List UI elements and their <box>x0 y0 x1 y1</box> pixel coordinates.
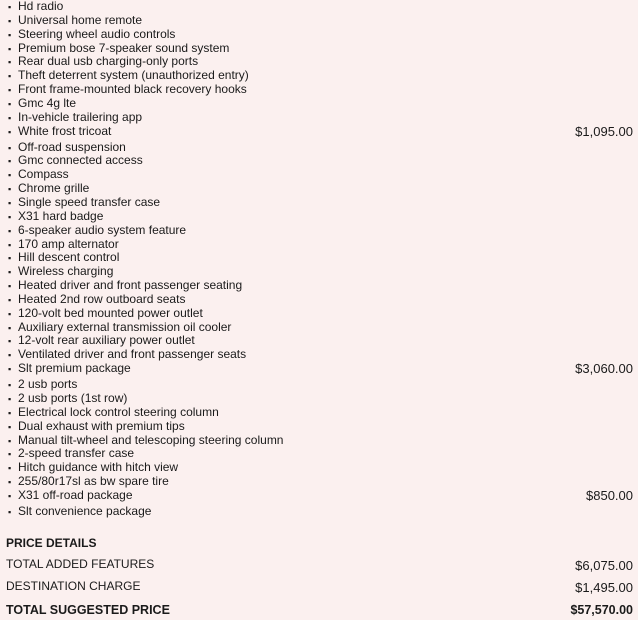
feature-label: 2 usb ports <box>18 377 78 392</box>
feature-label: In-vehicle trailering app <box>18 109 143 124</box>
bullet-icon: ▪ <box>8 211 12 222</box>
bullet-icon: ▪ <box>8 57 12 68</box>
bullet-icon: ▪ <box>8 71 12 82</box>
feature-item <box>8 96 76 110</box>
feature-item <box>8 209 103 223</box>
feature-label: Theft deterrent system (unauthorized entry) <box>18 68 249 83</box>
feature-item <box>8 306 203 320</box>
feature-item <box>8 292 185 306</box>
feature-item <box>8 264 113 278</box>
feature-label: Dual exhaust with premium tips <box>18 418 185 433</box>
group-price: $1,095.00 <box>575 123 633 139</box>
feature-label: Manual tilt-wheel and telescoping steering column <box>18 432 284 447</box>
feature-item <box>8 124 111 138</box>
feature-label: Gmc 4g lte <box>18 95 77 110</box>
destination-charge-value: $1,495.00 <box>575 580 633 595</box>
feature-label: 6-speaker audio system feature <box>18 222 187 237</box>
feature-label: Universal home remote <box>18 12 143 27</box>
feature-label: Auxiliary external transmission oil cooler <box>18 319 232 334</box>
bullet-icon: ▪ <box>8 112 12 123</box>
feature-label: Slt convenience package <box>18 503 152 518</box>
feature-item <box>8 181 89 195</box>
feature-label: 2-speed transfer case <box>18 446 135 461</box>
bullet-icon: ▪ <box>8 197 12 208</box>
feature-item <box>8 167 69 181</box>
feature-item <box>8 377 77 391</box>
feature-label: 170 amp alternator <box>18 236 119 251</box>
bullet-icon: ▪ <box>8 170 12 181</box>
total-suggested-price-label: TOTAL SUGGESTED PRICE <box>6 603 170 617</box>
bullet-icon: ▪ <box>8 239 12 250</box>
feature-item <box>8 153 143 167</box>
group-price: $3,060.00 <box>575 361 633 377</box>
bullet-icon: ▪ <box>8 142 12 153</box>
feature-item <box>8 419 185 433</box>
bullet-icon: ▪ <box>8 126 12 137</box>
feature-label: Rear dual usb charging-only ports <box>18 54 199 69</box>
bullet-icon: ▪ <box>8 281 12 292</box>
feature-item <box>8 488 133 502</box>
feature-item <box>8 446 134 460</box>
feature-label: White frost tricoat <box>18 123 112 138</box>
feature-item <box>8 460 178 474</box>
feature-label: Electrical lock control steering column <box>18 404 219 419</box>
feature-item <box>8 41 229 55</box>
feature-item <box>8 13 142 27</box>
feature-label: 2 usb ports (1st row) <box>18 390 128 405</box>
total-added-features-value: $6,075.00 <box>575 558 633 573</box>
feature-label: Gmc connected access <box>18 153 143 168</box>
feature-item <box>8 405 219 419</box>
price-details-heading: PRICE DETAILS <box>6 536 97 550</box>
feature-item <box>8 0 63 13</box>
feature-label: Premium bose 7-speaker sound system <box>18 40 230 55</box>
bullet-icon: ▪ <box>8 308 12 319</box>
bullet-icon: ▪ <box>8 85 12 96</box>
bullet-icon: ▪ <box>8 421 12 432</box>
feature-label: Compass <box>18 167 69 182</box>
feature-label: Off-road suspension <box>18 139 126 154</box>
bullet-icon: ▪ <box>8 29 12 40</box>
feature-item <box>8 474 169 488</box>
bullet-icon: ▪ <box>8 2 12 12</box>
feature-label: Hill descent control <box>18 250 120 265</box>
feature-item <box>8 320 231 334</box>
bullet-icon: ▪ <box>8 253 12 264</box>
feature-item <box>8 237 119 251</box>
feature-label: 255/80r17sl as bw spare tire <box>18 474 169 489</box>
feature-label: Single speed transfer case <box>18 194 161 209</box>
bullet-icon: ▪ <box>8 15 12 26</box>
feature-item <box>8 333 195 347</box>
bullet-icon: ▪ <box>8 380 12 391</box>
destination-charge-label: DESTINATION CHARGE <box>6 579 141 593</box>
bullet-icon: ▪ <box>8 449 12 460</box>
feature-label: Front frame-mounted black recovery hooks <box>18 82 247 97</box>
feature-item <box>8 82 247 96</box>
feature-item <box>8 195 160 209</box>
feature-label: Heated 2nd row outboard seats <box>18 291 186 306</box>
feature-item <box>8 504 151 518</box>
bullet-icon: ▪ <box>8 463 12 474</box>
bullet-icon: ▪ <box>8 364 12 375</box>
bullet-icon: ▪ <box>8 322 12 333</box>
feature-label: Wireless charging <box>18 264 114 279</box>
feature-item <box>8 110 142 124</box>
feature-label: Hitch guidance with hitch view <box>18 460 179 475</box>
feature-label: Slt premium package <box>18 361 131 376</box>
total-added-features-label: TOTAL ADDED FEATURES <box>6 557 155 571</box>
feature-item <box>8 54 198 68</box>
feature-item <box>8 223 186 237</box>
feature-label: X31 off-road package <box>18 487 133 502</box>
feature-label: X31 hard badge <box>18 208 104 223</box>
bullet-icon: ▪ <box>8 43 12 54</box>
feature-label: Ventilated driver and front passenger seats <box>18 347 247 362</box>
bullet-icon: ▪ <box>8 336 12 347</box>
feature-item <box>8 433 283 447</box>
feature-item <box>8 27 175 41</box>
bullet-icon: ▪ <box>8 407 12 418</box>
feature-label: Steering wheel audio controls <box>18 26 176 41</box>
group-price: $850.00 <box>586 487 633 503</box>
feature-label: Chrome grille <box>18 181 90 196</box>
bullet-icon: ▪ <box>8 350 12 361</box>
bullet-icon: ▪ <box>8 225 12 236</box>
bullet-icon: ▪ <box>8 490 12 501</box>
bullet-icon: ▪ <box>8 156 12 167</box>
bullet-icon: ▪ <box>8 184 12 195</box>
feature-item <box>8 250 119 264</box>
feature-item <box>8 278 242 292</box>
bullet-icon: ▪ <box>8 393 12 404</box>
feature-label: Hd radio <box>18 0 64 13</box>
bullet-icon: ▪ <box>8 98 12 109</box>
total-suggested-price-value: $57,570.00 <box>570 603 633 617</box>
bullet-icon: ▪ <box>8 294 12 305</box>
bullet-icon: ▪ <box>8 477 12 488</box>
bullet-icon: ▪ <box>8 506 12 517</box>
feature-item <box>8 140 126 154</box>
feature-item <box>8 361 131 375</box>
feature-item <box>8 68 249 82</box>
feature-item <box>8 391 127 405</box>
feature-label: Heated driver and front passenger seating <box>18 278 243 293</box>
bullet-icon: ▪ <box>8 435 12 446</box>
feature-label: 12-volt rear auxiliary power outlet <box>18 333 195 348</box>
feature-label: 120-volt bed mounted power outlet <box>18 305 203 320</box>
bullet-icon: ▪ <box>8 267 12 278</box>
feature-item <box>8 347 246 361</box>
